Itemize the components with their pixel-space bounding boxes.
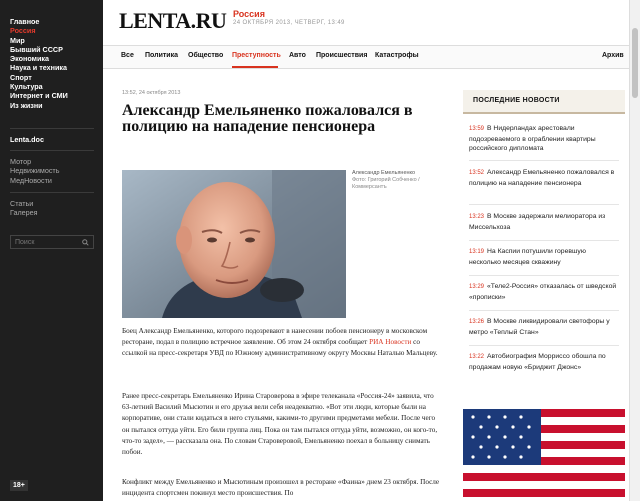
sidebar-item-ex-ussr[interactable]: Бывший СССР [10, 44, 63, 54]
menu-item-all[interactable]: Все [121, 52, 134, 59]
news-text: «Теле2-Россия» отказалась от шведской «прописки» [469, 283, 617, 301]
news-item[interactable] [469, 317, 619, 337]
menu-item-politics[interactable]: Политика [145, 52, 179, 59]
sidebar-item-mednews[interactable]: МедНовости [10, 175, 52, 185]
sidebar-item-russia[interactable]: Россия [10, 26, 36, 36]
sidebar-item-internet[interactable]: Интернет и СМИ [10, 91, 68, 101]
news-time: 13:23 [469, 214, 485, 220]
menu-item-incidents[interactable]: Происшествия [316, 52, 368, 59]
photo-caption [352, 170, 442, 191]
news-divider [469, 345, 619, 346]
sidebar-item-world[interactable]: Мир [10, 35, 25, 45]
advertisement-banner[interactable] [463, 409, 625, 501]
news-item[interactable] [469, 352, 619, 372]
news-time: 13:19 [469, 249, 485, 255]
article-photo[interactable] [122, 170, 346, 318]
news-text: В Нидерландах арестовали подозреваемого в ограблении квартиры российского дипломата [469, 125, 596, 153]
news-text: В Москве ликвидировали светофоры у метро «Теплый Стан» [469, 318, 610, 336]
sidebar-item-main[interactable]: Главное [10, 17, 40, 26]
article-timestamp: 13:52, 24 октября 2013 [122, 90, 181, 96]
menu-item-archive[interactable]: Архив [602, 52, 624, 59]
sidebar-item-gallery[interactable]: Галерея [10, 208, 38, 218]
header-date: 24 ОКТЯБРЯ 2013, ЧЕТВЕРГ, 13:49 [233, 20, 345, 26]
news-time: 13:59 [469, 126, 485, 132]
news-item[interactable] [469, 212, 619, 232]
news-text: Александр Емельяненко пожаловался в полицию на нападение пенсионера [469, 169, 615, 187]
menu-item-auto[interactable]: Авто [289, 52, 306, 59]
menu-item-society[interactable]: Общество [188, 52, 224, 59]
sidebar-item-articles[interactable]: Статьи [10, 199, 34, 208]
news-item[interactable] [469, 124, 619, 154]
news-divider [469, 160, 619, 161]
sidebar-item-realty[interactable]: Недвижимость [10, 166, 60, 176]
sidebar-item-economy[interactable]: Экономика [10, 54, 49, 64]
article-paragraph-3: Конфликт между Емельяненко и Мысютиным произошел в ресторане «Фаина» днем 23 октября. После инцидента спортсмен покинул место происшествия. По [122, 478, 440, 498]
news-item[interactable] [469, 282, 619, 302]
sidebar-item-culture[interactable]: Культура [10, 82, 43, 92]
latest-news-title: ПОСЛЕДНИЕ НОВОСТИ [473, 97, 560, 104]
news-divider [469, 240, 619, 241]
news-item[interactable] [469, 168, 619, 188]
search-placeholder: Поиск [15, 238, 35, 246]
paragraph-text: Боец Александр Емельяненко, которого подозревают в нанесении побоев пенсионеру в московском ресторане, подал в полицию встречное заявление. Об этом 24 октября сообщает [122, 327, 428, 347]
sidebar-divider [10, 128, 94, 129]
menu-item-disasters[interactable]: Катастрофы [375, 52, 419, 59]
active-menu-indicator [232, 66, 278, 68]
sidebar-item-science[interactable]: Наука и техника [10, 63, 67, 73]
news-time: 13:52 [469, 170, 485, 176]
page-scrollbar[interactable] [629, 0, 640, 501]
sidebar-lenta-doc [10, 135, 44, 144]
news-item[interactable] [469, 247, 619, 267]
caption-name: Александр Емельяненко [352, 170, 416, 176]
news-time: 13:22 [469, 354, 485, 360]
news-time: 13:26 [469, 319, 485, 325]
news-divider [469, 204, 619, 205]
rubric-menu [103, 46, 640, 69]
article-paragraph-1 [122, 326, 444, 360]
paragraph-text: со ссылкой на пресс-секретаря УВД по Южному административному округу Москвы Наталью Мальцеву. [122, 338, 438, 358]
ria-news-link[interactable]: РИА Новости [369, 338, 412, 347]
sidebar-divider [10, 150, 94, 151]
sidebar [0, 0, 103, 501]
news-time: 13:29 [469, 284, 485, 290]
sidebar-tertiary-nav [10, 199, 38, 218]
scrollbar-thumb[interactable] [632, 28, 638, 98]
news-text: В Москве задержали мелиоратора из Миссельхоза [469, 213, 606, 231]
latest-news-header [463, 90, 625, 114]
sidebar-primary-nav [10, 17, 68, 110]
section-region[interactable]: Россия [233, 9, 265, 19]
sidebar-secondary-nav [10, 157, 59, 185]
sidebar-item-sport[interactable]: Спорт [10, 72, 32, 82]
sidebar-search-box[interactable] [10, 235, 94, 249]
news-divider [469, 310, 619, 311]
search-icon[interactable] [82, 239, 89, 246]
article-paragraph-2: Ранее пресс-секретарь Емельяненко Ирина Староверова в эфире телеканала «Россия-24» заявила, что 63-летний Василий Мысютин и его друзья вели себя неадекватно. «Вот эти люди, которые были на корпоративе, они стали кидаться в него стульями, какими-то другими предметами мебели. После чего он пытался оттуда уйти. Его били группа лиц. Пока он там пытался оттуда уйти, возможно, он кого-то, что-то задел», — рассказала она. По словам Староверовой, Емельяненко поехал в больницу снимать побои. [122, 392, 438, 457]
news-divider [469, 275, 619, 276]
sidebar-item-lenta-doc[interactable]: Lenta.doc [10, 135, 44, 144]
news-text: Автобиография Морриссо обошла по продажам новую «Бриджит Джонс» [469, 353, 606, 371]
sidebar-divider [10, 192, 94, 193]
site-logo[interactable]: LENTA.RU [119, 8, 227, 33]
sidebar-item-life[interactable]: Из жизни [10, 100, 43, 110]
menu-item-crime[interactable]: Преступность [232, 52, 281, 59]
article-title: Александр Емельяненко пожаловался в полицию на нападение пенсионера [122, 102, 413, 135]
caption-source: Фото: Григорий Собченко / Коммерсантъ [352, 177, 420, 190]
news-text: На Каспии потушили горевшую несколько месяцев скважину [469, 248, 586, 266]
age-rating-badge: 18+ [10, 480, 28, 491]
sidebar-item-motor[interactable]: Мотор [10, 157, 32, 166]
site-header [103, 0, 640, 46]
